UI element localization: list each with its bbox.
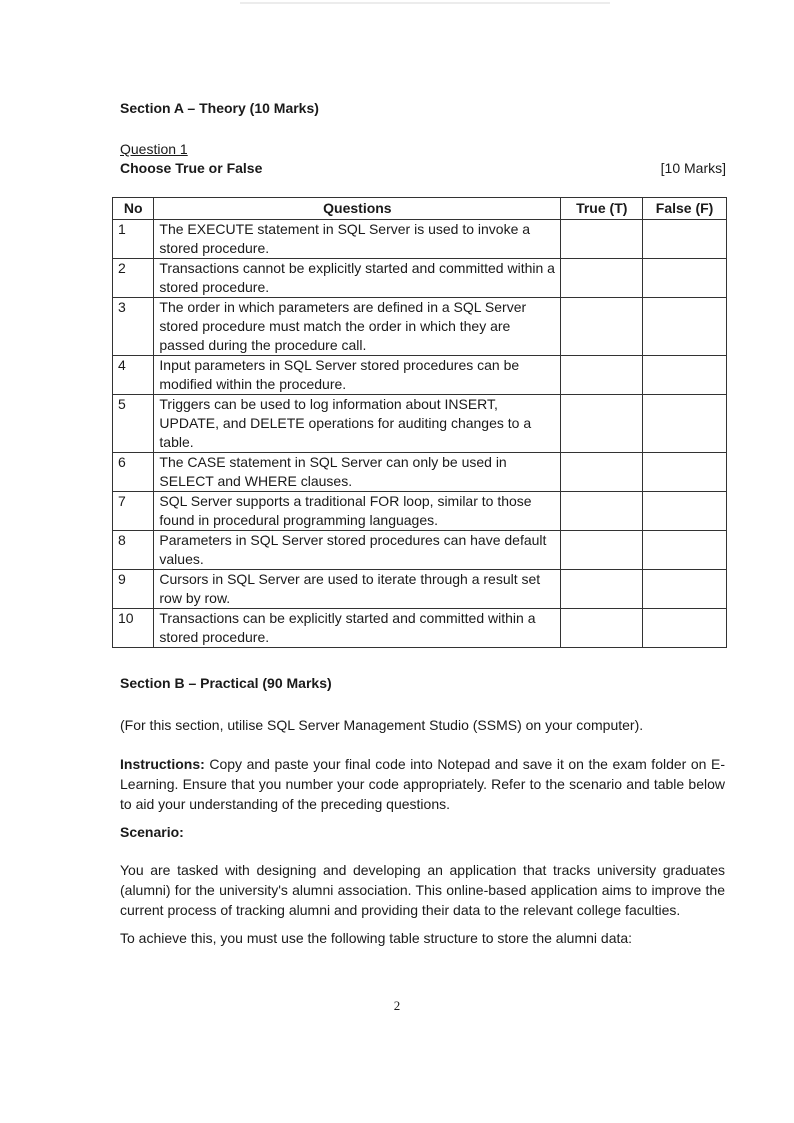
- table-row: [113, 570, 727, 609]
- row-question: Triggers can be used to log information about INSERT, UPDATE, and DELETE operations for auditing changes to a table.: [154, 395, 561, 453]
- question-marks: [10 Marks]: [660, 160, 726, 176]
- row-question: SQL Server supports a traditional FOR loop, similar to those found in procedural programming languages.: [154, 492, 561, 531]
- instructions-label: Instructions:: [120, 756, 205, 772]
- row-number: 7: [113, 492, 154, 531]
- row-question: Cursors in SQL Server are used to iterate through a result set row by row.: [154, 570, 561, 609]
- row-question: Transactions can be explicitly started and committed within a stored procedure.: [154, 609, 561, 648]
- false-answer-cell[interactable]: [643, 298, 727, 356]
- row-number: 5: [113, 395, 154, 453]
- true-answer-cell[interactable]: [561, 609, 643, 648]
- false-answer-cell[interactable]: [643, 453, 727, 492]
- closing-text: To achieve this, you must use the following table structure to store the alumni data:: [120, 930, 633, 946]
- row-number: 8: [113, 531, 154, 570]
- false-answer-cell[interactable]: [643, 395, 727, 453]
- instructions-paragraph: [120, 754, 725, 814]
- true-answer-cell[interactable]: [561, 453, 643, 492]
- true-answer-cell[interactable]: [561, 356, 643, 395]
- section-a-heading: Section A – Theory (10 Marks): [120, 100, 319, 116]
- table-row: [113, 259, 727, 298]
- table-row: [113, 298, 727, 356]
- true-answer-cell[interactable]: [561, 492, 643, 531]
- row-question: Transactions cannot be explicitly started and committed within a stored procedure.: [154, 259, 561, 298]
- true-answer-cell[interactable]: [561, 531, 643, 570]
- page-number: 2: [393, 998, 401, 1013]
- table-row: [113, 453, 727, 492]
- true-answer-cell[interactable]: [561, 298, 643, 356]
- true-false-table: [112, 197, 727, 648]
- true-answer-cell[interactable]: [561, 259, 643, 298]
- scan-artifact: [240, 2, 610, 4]
- false-answer-cell[interactable]: [643, 531, 727, 570]
- table-row: [113, 609, 727, 648]
- row-number: 6: [113, 453, 154, 492]
- true-answer-cell[interactable]: [561, 570, 643, 609]
- false-answer-cell[interactable]: [643, 492, 727, 531]
- true-answer-cell[interactable]: [561, 220, 643, 259]
- header-no: No: [113, 198, 154, 220]
- false-answer-cell[interactable]: [643, 609, 727, 648]
- table-row: [113, 356, 727, 395]
- question-instruction: Choose True or False: [120, 160, 263, 176]
- question-label: Question 1: [120, 141, 188, 157]
- row-question: Parameters in SQL Server stored procedures can have default values.: [154, 531, 561, 570]
- table-row: [113, 492, 727, 531]
- row-number: 2: [113, 259, 154, 298]
- table-row: [113, 395, 727, 453]
- true-answer-cell[interactable]: [561, 395, 643, 453]
- false-answer-cell[interactable]: [643, 220, 727, 259]
- row-number: 9: [113, 570, 154, 609]
- section-b-heading: Section B – Practical (90 Marks): [120, 675, 332, 691]
- instructions-text: Copy and paste your final code into Notepad and save it on the exam folder on E-Learning. Ensure that you number your code appropriately. Refer to the scenario and table below to aid your understanding of the preceding questions.: [120, 756, 725, 812]
- row-number: 4: [113, 356, 154, 395]
- row-question: Input parameters in SQL Server stored procedures can be modified within the procedure.: [154, 356, 561, 395]
- row-question: The order in which parameters are defined in a SQL Server stored procedure must match the order in which they are passed during the procedure call.: [154, 298, 561, 356]
- row-number: 3: [113, 298, 154, 356]
- false-answer-cell[interactable]: [643, 259, 727, 298]
- header-false: False (F): [643, 198, 727, 220]
- table-row: [113, 220, 727, 259]
- header-true: True (T): [561, 198, 643, 220]
- false-answer-cell[interactable]: [643, 356, 727, 395]
- table-row: [113, 531, 727, 570]
- row-number: 10: [113, 609, 154, 648]
- header-questions: Questions: [154, 198, 561, 220]
- table-header-row: [113, 198, 727, 220]
- row-question: The EXECUTE statement in SQL Server is used to invoke a stored procedure.: [154, 220, 561, 259]
- row-question: The CASE statement in SQL Server can only be used in SELECT and WHERE clauses.: [154, 453, 561, 492]
- row-number: 1: [113, 220, 154, 259]
- section-b-note: (For this section, utilise SQL Server Management Studio (SSMS) on your computer).: [120, 717, 644, 733]
- scenario-heading: Scenario:: [120, 824, 184, 840]
- scenario-text: You are tasked with designing and developing an application that tracks university graduates (alumni) for the university's alumni association. This online-based application aims to improve the current process of tracking alumni and providing their data to the relevant college faculties.: [120, 862, 725, 918]
- false-answer-cell[interactable]: [643, 570, 727, 609]
